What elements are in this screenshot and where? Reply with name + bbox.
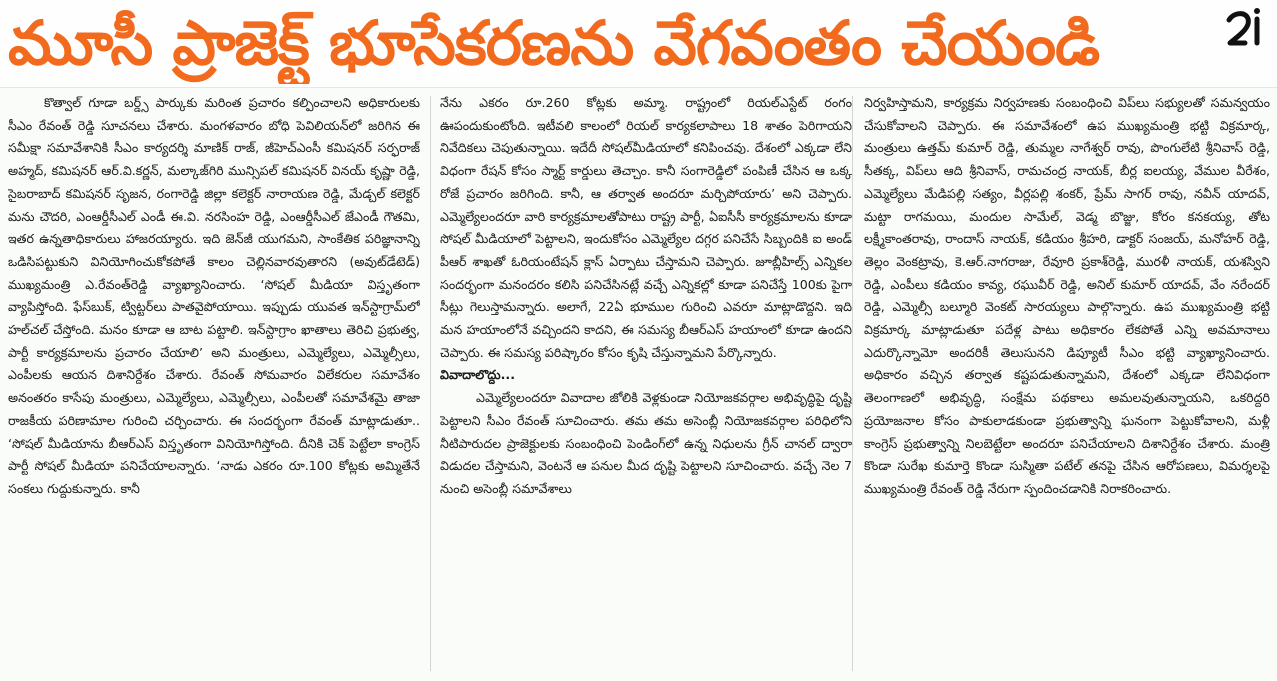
article-body — [8, 92, 1270, 677]
headline-bar — [0, 0, 1277, 88]
article-headline: మూసీ ప్రాజెక్ట్ భూసేకరణను వేగవంతం చేయండి — [8, 8, 1100, 79]
article-column-3 — [864, 92, 1270, 677]
paragraph: నేను ఎకరం రూ.260 కోట్లకు అమ్మా. రాష్ట్రంలో రియల్ఎస్టేట్ రంగం ఊపందుకుంటోంది. ఇటీవలి కాలంలో రియల్ కార్యకలాపాలు 18 శాతం పెరిగాయని నివేదికలు చెపుతున్నాయి. ఇదేదీ సోషల్‌మీడియాలో కనిపించవు. దేశంలో ఎక్కడా లేని విధంగా రేషన్ కోసం స్మార్ట్ కార్డులు తెచ్చాం. కానీ సంగారెడ్డిలో పంపిణీ చేసిన ఆ ఒక్క రోజే ప్రచారం జరిగింది. కానీ, ఆ తర్వాత అందరూ మర్చిపోయారు’ అని చెప్పారు. ఎమ్మెల్యేలందరూ వారి కార్యక్రమాలతోపాటు రాష్ట్ర పార్టీ, ఏఐసీసీ కార్యక్రమాలను కూడా సోషల్ మీడియాలో పెట్టాలని, ఇందుకోసం ఎమ్మెల్యేల దగ్గర పనిచేసే సిబ్బందికి ఐ అండ్ పీఆర్ శాఖతో ఓరియంటేషన్ క్లాస్ ఏర్పాటు చేస్తామని చెప్పారు. జూబ్లీహిల్స్ ఎన్నికల సందర్భంగా మనందరం కలిసి పనిచేసినట్లే వచ్చే ఎన్నికల్లో కూడా పనిచేస్తే 100కు పైగా సీట్లు గెలుస్తామన్నారు. అలాగే, 22ఏ భూముల గురించి ఎవరూ మాట్లాడొద్దని. ఇది మన హయాంలోనే వచ్చిందని కాదని, ఈ సమస్య బీఆర్ఎస్ హయాంలో కూడా ఉందని చెప్పారు. ఈ సమస్య పరిష్కారం కోసం కృషి చేస్తున్నామని పేర్కొన్నారు. — [440, 95, 852, 360]
paragraph: నిర్వహిస్తామని, కార్యక్రమ నిర్వహణకు సంబంధించి విప్‌లు సభ్యులతో సమన్వయం చేసుకోవాలని చెప్పారు. ఈ సమావేశంలో ఉప ముఖ్యమంత్రి భట్టి విక్రమార్క, మంత్రులు ఉత్తమ్ కుమార్ రెడ్డి, తుమ్మల నాగేశ్వర్ రావు, పొంగులేటి శ్రీనివాస్ రెడ్డి, సీతక్క, విప్‌లు ఆది శ్రీనివాస్, రామచంద్ర నాయక్, బీర్ల ఐలయ్య, వేముల వీరేశం, ఎమ్మెల్యేలు మేడిపల్లి సత్యం, వీర్లపల్లి శంకర్, ప్రేమ్ సాగర్ రావు, నవీన్ యాదవ్, మట్టా రాగమయి, మందుల సామేల్, వెడ్మ బొజ్జు, కోరం కనకయ్య, తోట లక్ష్మీకాంతరావు, రాందాస్ నాయక్, కడియం శ్రీహరి, డాక్టర్ సంజయ్, మనోహర్ రెడ్డి, తెల్లం వెంకట్రావు, కె.ఆర్.నాగరాజు, రేవూరి ప్రకాశ్‌రెడ్డి, మురళీ నాయక్, యశస్విని రెడ్డి, ఎంపీలు కడియం కావ్య, రఘువీర్ రెడ్డి, అనిల్ కుమార్ యాదవ్, వేం నరేందర్ రెడ్డి, ఎమ్మెల్సీ బల్మూరి వెంకట్ సారయ్యలు పాల్గొన్నారు. ఉప ముఖ్యమంత్రి భట్టి విక్రమార్క మాట్లాడుతూ పదేళ్ల పాటు అధికారం లేకపోతే ఎన్ని అవమానాలు ఎదుర్కొన్నామో అందరికీ తెలుసునని డిప్యూటీ సీఎం భట్టి వ్యాఖ్యానించారు. అధికారం వచ్చిన తర్వాత కష్టపడుతున్నామని, దేశంలో ఎక్కడా లేనివిధంగా తెలంగాణలో అభివృద్ధి, సంక్షేమ పథకాలు అమలవుతున్నాయని, ఒకరిద్దరి ప్రయోజనాల కోసం పాకులాడకుండా ప్రభుత్వాన్ని ఘనంగా పెట్టుకోవాలని, మళ్లీ కాంగ్రెస్ ప్రభుత్వాన్ని నిలబెట్టేలా అందరూ పనిచేయాలని దిశానిర్దేశం చేశారు. మంత్రి కొండా సురేఖ కుమార్తె కొండా సుస్మితా పటేల్ తనపై చేసిన ఆరోపణలు, విమర్శలపై ముఖ్యమంత్రి రేవంత్ రెడ్డి నేరుగా స్పందించడానికి నిరాకరించారు. — [864, 95, 1270, 496]
article-column-2 — [440, 92, 852, 677]
article-column-1 — [8, 92, 420, 677]
paragraph: ఎమ్మెల్యేలందరూ వివాదాల జోలికి వెళ్లకుండా నియోజకవర్గాల అభివృద్ధిపై దృష్టి పెట్టాలని సీఎం రేవంత్ సూచించారు. తమ తమ అసెంబ్లీ నియోజకవర్గాల పరిధిలోని నీటిపారుదల ప్రాజెక్టులకు సంబంధించి పెండింగ్‌లో ఉన్న నిధులను గ్రీన్ చానల్ ద్వారా విడుదల చేస్తామని, వెంటనే ఆ పనుల మీద దృష్టి పెట్టాలని సూచించారు. వచ్చే నెల 7 నుంచి అసెంబ్లీ సమావేశాలు — [440, 390, 852, 496]
paragraph: కొత్వాల్ గూడా బర్డ్స్ పార్కుకు మరింత ప్రచారం కల్పించాలని అధికారులకు సీఎం రేవంత్ రెడ్డి సూచనలు చేశారు. మంగళవారం బోధి పెవిలియన్‌లో జరిగిన ఈ సమీక్షా సమావేశానికి సీఎం కార్యదర్శి మాణిక్ రాజ్, జీహెచ్ఎంసీ కమిషనర్ సర్ఫరాజ్ అహ్మద్, కమిషనర్ ఆర్.వి.కర్ణన్, మల్కాజ్‌గిరి మున్సిపల్ కమిషనర్ వినయ్ కృష్ణా రెడ్డి, సైబరాబాద్ కమిషనర్ సృజన, రంగారెడ్డి జిల్లా కలెక్టర్ నారాయణ రెడ్డి, మేడ్చల్ కలెక్టర్ మను చౌదరి, ఎంఆర్డీసీఎల్ ఎండీ ఈ.వి. నరసింహ రెడ్డి, ఎంఆర్డీసీఎల్ జేఎండీ గౌతమి, ఇతర ఉన్నతాధికారులు హాజరయ్యారు. ఇది జెన్‌జీ యుగమని, సాంకేతిక పరిజ్ఞానాన్ని ఒడిసిపట్టుకుని వినియోగించుకోకపోతే కాలం చెల్లినవారవుతారని (అవుట్‌డేటెడ్) ముఖ్యమంత్రి ఎ.రేవంత్‌రెడ్డి వ్యాఖ్యానించారు. ‘సోషల్ మీడియా విస్తృతంగా వ్యాపిస్తోంది. ఫేస్‌బుక్, ట్విట్టర్‌లు పాతవైపోయాయి. ఇప్పుడు యువత ఇన్‌స్టాగ్రామ్‌లో హల్‌చల్ చేస్తోంది. మనం కూడా ఆ బాట పట్టాలి. ఇన్‌స్టాగ్రాం ఖాతాలు తెరిచి ప్రభుత్వ, పార్టీ కార్యక్రమాలను ప్రచారం చేయాలి’ అని మంత్రులు, ఎమ్మెల్యేలు, ఎమ్మెల్సీలు, ఎంపీలకు ఆయన దిశానిర్దేశం చేశారు. రేవంత్ సోమవారం విలేకరుల సమావేశం అనంతరం కాసేపు మంత్రులు, ఎమ్మెల్యేలు, ఎమ్మెల్సీలు, ఎంపీలతో సమావేశమై తాజా రాజకీయ పరిణామాల గురించి చర్చించారు. ఈ సందర్భంగా రేవంత్ మాట్లాడుతూ.. ‘సోషల్ మీడియాను బీఆర్ఎస్ విస్తృతంగా వినియోగిస్తోంది. దీనికి చెక్ పెట్టేలా కాంగ్రెస్ పార్టీ సోషల్ మీడియా పనిచేయాలన్నారు. ‘నాడు ఎకరం రూ.100 కోట్లకు అమ్మితేనే సంకలు గుద్దుకున్నారు. కానీ — [8, 95, 420, 496]
newspaper-logo-icon — [1221, 6, 1265, 50]
subheading: వివాదాలొద్దు... — [440, 367, 515, 383]
